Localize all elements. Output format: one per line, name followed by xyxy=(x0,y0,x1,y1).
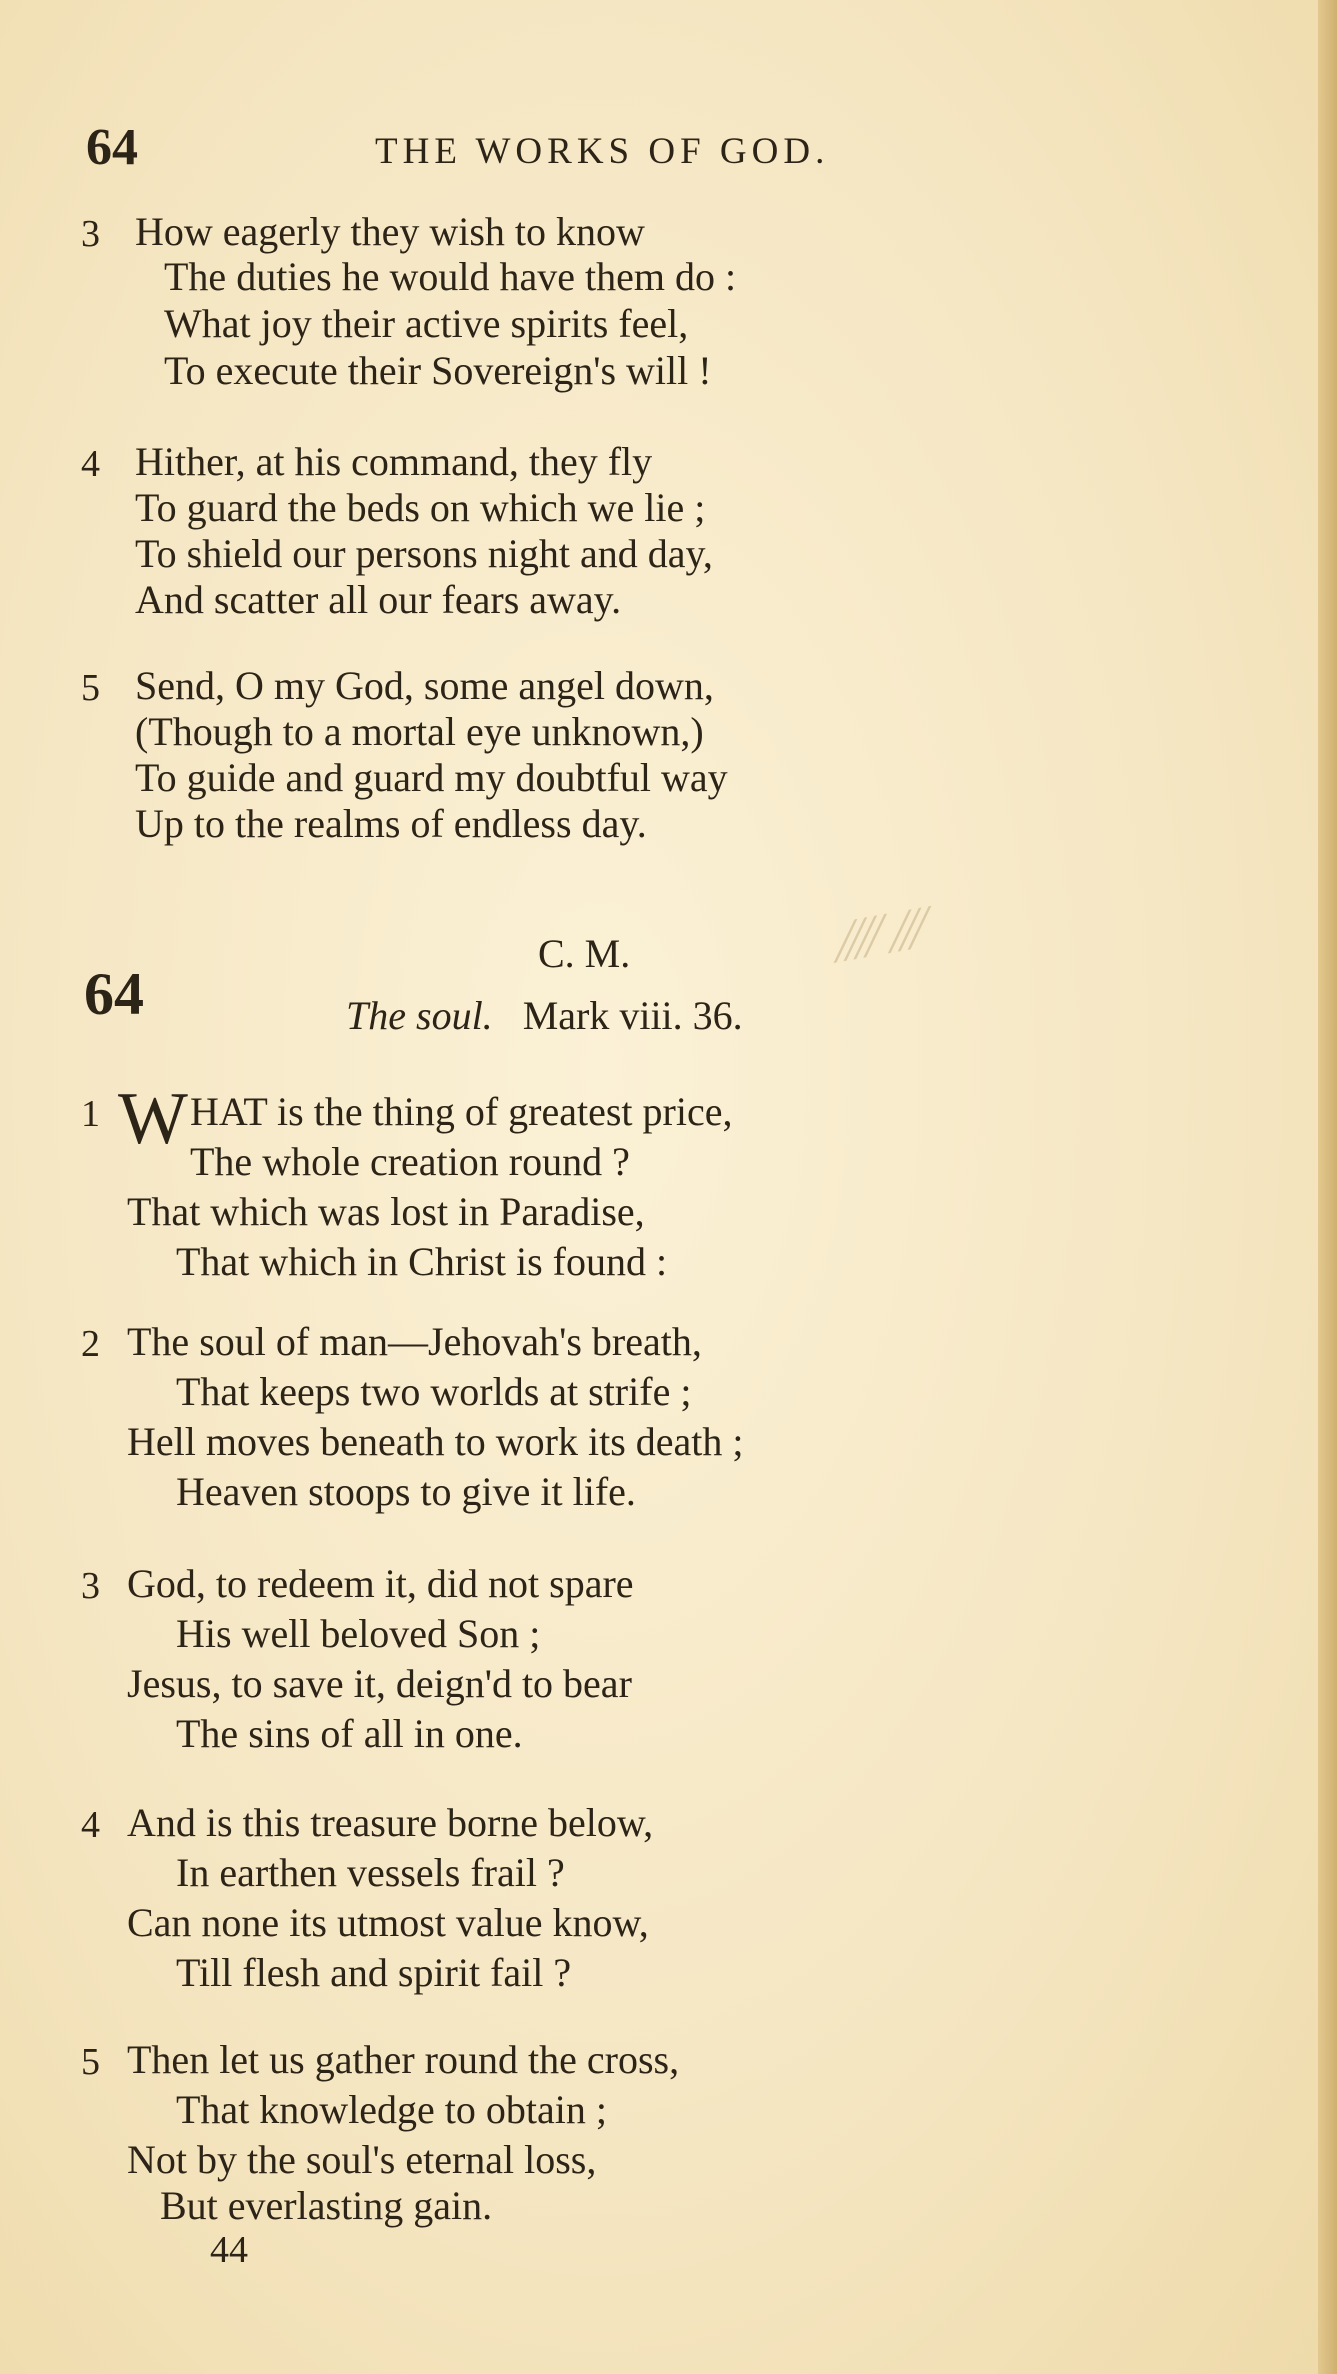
verse-line: Till flesh and spirit fail ? xyxy=(176,1950,572,1995)
verse-line: HAT is the thing of greatest price, xyxy=(190,1089,733,1134)
running-title: THE WORKS OF GOD. xyxy=(375,131,830,172)
drop-cap: W xyxy=(118,1078,188,1160)
verse-line: To shield our persons night and day, xyxy=(135,531,713,576)
verse-line: The duties he would have them do : xyxy=(164,254,737,299)
verse-line: Heaven stoops to give it life. xyxy=(176,1469,636,1514)
verse-line: The soul of man—Jehovah's breath, xyxy=(127,1319,702,1364)
hymn-number: 64 xyxy=(84,961,144,1027)
page-edge xyxy=(1318,0,1337,2374)
page-number: 64 xyxy=(86,119,138,176)
hymn-subject xyxy=(346,992,743,1039)
verse-line: Not by the soul's eternal loss, xyxy=(127,2137,597,2182)
stanza-number: 2 xyxy=(81,1323,100,1365)
stanza-number: 3 xyxy=(81,213,100,255)
verse-line: The sins of all in one. xyxy=(176,1711,523,1756)
verse-line: What joy their active spirits feel, xyxy=(164,301,689,346)
hymn-subject-title: The soul. xyxy=(346,993,493,1038)
scripture-reference: Mark viii. 36. xyxy=(522,993,743,1038)
verse-line: But everlasting gain. xyxy=(160,2183,493,2228)
verse-line: Hell moves beneath to work its death ; xyxy=(127,1419,744,1464)
verse-line: His well beloved Son ; xyxy=(176,1611,541,1656)
verse-line: Up to the realms of endless day. xyxy=(135,801,647,846)
verse-line: Jesus, to save it, deign'd to bear xyxy=(127,1661,632,1706)
stanza-number: 4 xyxy=(81,1804,100,1846)
verse-line: Then let us gather round the cross, xyxy=(127,2037,680,2082)
stanza-number: 5 xyxy=(81,2041,100,2083)
verse-line: Can none its utmost value know, xyxy=(127,1900,649,1945)
verse-line: How eagerly they wish to know xyxy=(135,209,645,254)
pencil-mark: ⁄⁄⁄⁄ ∕∕∕ xyxy=(834,894,931,974)
stanza-number: 4 xyxy=(81,443,100,485)
stanza-number: 1 xyxy=(81,1093,100,1135)
stanza-number: 5 xyxy=(81,667,100,709)
verse-line: The whole creation round ? xyxy=(190,1139,630,1184)
verse-line: That knowledge to obtain ; xyxy=(176,2087,608,2132)
verse-line: God, to redeem it, did not spare xyxy=(127,1561,634,1606)
verse-line: Hither, at his command, they fly xyxy=(135,439,653,484)
verse-line: (Though to a mortal eye unknown,) xyxy=(135,709,704,754)
verse-line: That which was lost in Paradise, xyxy=(127,1189,645,1234)
hymn-meter: C. M. xyxy=(538,931,631,976)
verse-line: In earthen vessels frail ? xyxy=(176,1850,565,1895)
verse-line: To guide and guard my doubtful way xyxy=(135,755,728,800)
stanza-number: 3 xyxy=(81,1565,100,1607)
verse-line: And scatter all our fears away. xyxy=(135,577,622,622)
verse-line: To guard the beds on which we lie ; xyxy=(135,485,706,530)
verse-line: That keeps two worlds at strife ; xyxy=(176,1369,692,1414)
verse-line: And is this treasure borne below, xyxy=(127,1800,654,1845)
verse-line: That which in Christ is found : xyxy=(176,1239,668,1284)
signature-mark: 44 xyxy=(210,2229,248,2271)
verse-line: Send, O my God, some angel down, xyxy=(135,663,714,708)
verse-line: To execute their Sovereign's will ! xyxy=(164,348,712,393)
